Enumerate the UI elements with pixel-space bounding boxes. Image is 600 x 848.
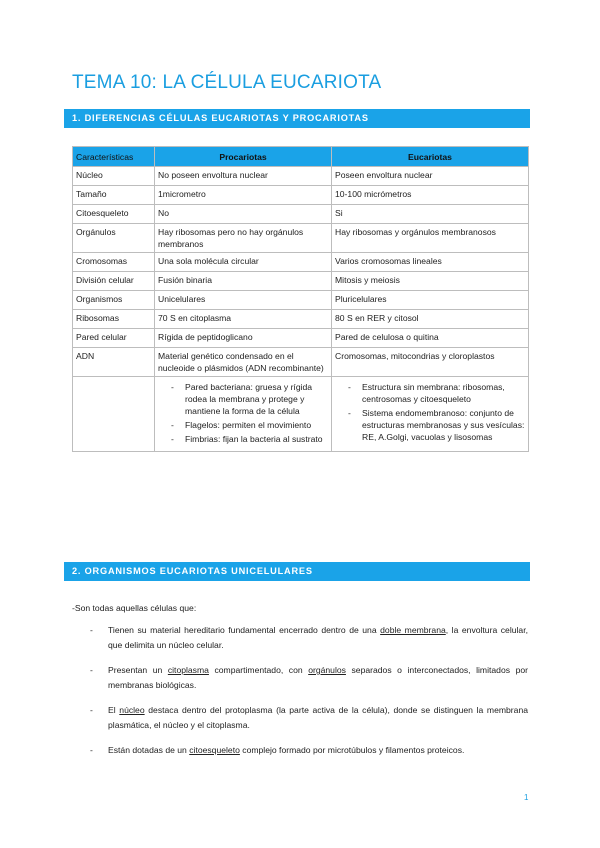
table-cell: Núcleo (73, 167, 155, 186)
table-cell: División celular (73, 272, 155, 291)
section-heading-differences: 1. DIFERENCIAS CÉLULAS EUCARIOTAS Y PROCARIOTAS (64, 109, 530, 128)
list-item: - Pared bacteriana: gruesa y rígida rodea la membrana y protege y mantiene la forma de la célula (171, 381, 328, 417)
page-title: TEMA 10: LA CÉLULA EUCARIOTA (72, 72, 382, 93)
table-cell: Unicelulares (155, 291, 332, 310)
table-cell-empty (73, 377, 155, 452)
table-cell: Pared de celulosa o quitina (332, 329, 529, 348)
procariotas-structures-list (171, 381, 328, 445)
table-header-row (73, 147, 529, 167)
table-cell: Mitosis y meiosis (332, 272, 529, 291)
text-run: Presentan un (108, 665, 168, 675)
table-cell-procariotas-list (155, 377, 332, 452)
table-cell: No (155, 205, 332, 224)
table-cell: Fusión binaria (155, 272, 332, 291)
table-header-cell: Procariotas (155, 147, 332, 167)
table-cell: Si (332, 205, 529, 224)
table-cell: Pluricelulares (332, 291, 529, 310)
text-run: Tienen su material hereditario fundamental encerrado dentro de una (108, 625, 381, 635)
table-header-cell: Características (73, 147, 155, 167)
underlined-term: núcleo (119, 705, 145, 715)
table-cell: 70 S en citoplasma (155, 310, 332, 329)
table-cell: Ribosomas (73, 310, 155, 329)
text-run: Están dotadas de un (108, 745, 190, 755)
table-cell: Tamaño (73, 186, 155, 205)
table-row (73, 310, 529, 329)
table-cell: Material genético condensado en el nucleoide o plásmidos (ADN recombinante) (155, 348, 332, 377)
eucariotas-structures-list (348, 381, 525, 443)
table-cell: Organismos (73, 291, 155, 310)
table-row (73, 348, 529, 377)
table-cell: Hay ribosomas y orgánulos membranosos (332, 224, 529, 253)
table-row (73, 272, 529, 291)
table-cell: Poseen envoltura nuclear (332, 167, 529, 186)
table-row (73, 186, 529, 205)
list-item: - Fimbrias: fijan la bacteria al sustrato (171, 433, 328, 445)
table-row (73, 224, 529, 253)
text-run: , la envoltura celular, que delimita un núcleo celular. (108, 625, 528, 650)
table-cell: Cromosomas (73, 253, 155, 272)
list-item (72, 703, 528, 733)
table-cell: Hay ribosomas pero no hay orgánulos membranos (155, 224, 332, 253)
text-run: separados o interconectados, limitados por membranas biológicas. (108, 665, 528, 690)
table-cell: No poseen envoltura nuclear (155, 167, 332, 186)
list-item (72, 663, 528, 693)
list-item: - Flagelos: permiten el movimiento (171, 419, 328, 431)
table-row (73, 291, 529, 310)
table-row-extra (73, 377, 529, 452)
table-cell: Varios cromosomas lineales (332, 253, 529, 272)
list-item: - Estructura sin membrana: ribosomas, centrosomas y citoesqueleto (348, 381, 525, 405)
table-cell-eucariotas-list (332, 377, 529, 452)
comparison-table (72, 146, 529, 452)
text-run: complejo formado por microtúbulos y filamentos proteicos. (239, 745, 465, 755)
underlined-term: citoplasma (167, 665, 209, 675)
page-number: 1 (524, 793, 529, 802)
table-row (73, 205, 529, 224)
underlined-term: orgánulos (308, 665, 346, 675)
table-cell: 1micrometro (155, 186, 332, 205)
table-header-cell: Eucariotas (332, 147, 529, 167)
table-row (73, 167, 529, 186)
underlined-term: doble membrana (380, 625, 446, 635)
table-cell: Rígida de peptidoglicano (155, 329, 332, 348)
table-cell: Orgánulos (73, 224, 155, 253)
table-row (73, 253, 529, 272)
table-cell: Pared celular (73, 329, 155, 348)
characteristics-list (72, 623, 528, 768)
list-item: - Sistema endomembranoso: conjunto de estructuras membranosas y sus vesículas: RE, A.Golgi, vacuolas y lisosomas (348, 407, 525, 443)
table-cell: 10-100 micrómetros (332, 186, 529, 205)
text-run: destaca dentro del protoplasma (la parte activa de la célula), donde se distinguen la membrana plasmática, el núcleo y el citoplasma. (108, 705, 529, 730)
section-heading-unicellular: 2. ORGANISMOS EUCARIOTAS UNICELULARES (64, 562, 530, 581)
intro-text: -Son todas aquellas células que: (72, 603, 197, 613)
table-cell: Citoesqueleto (73, 205, 155, 224)
text-run: compartimentado, con (208, 665, 309, 675)
list-item (72, 623, 528, 653)
table-cell: Cromosomas, mitocondrias y cloroplastos (332, 348, 529, 377)
table-cell: Una sola molécula circular (155, 253, 332, 272)
table-row (73, 329, 529, 348)
underlined-term: citoesqueleto (189, 745, 240, 755)
text-run: El (108, 705, 120, 715)
list-item (72, 743, 528, 758)
table-cell: ADN (73, 348, 155, 377)
table-cell: 80 S en RER y citosol (332, 310, 529, 329)
